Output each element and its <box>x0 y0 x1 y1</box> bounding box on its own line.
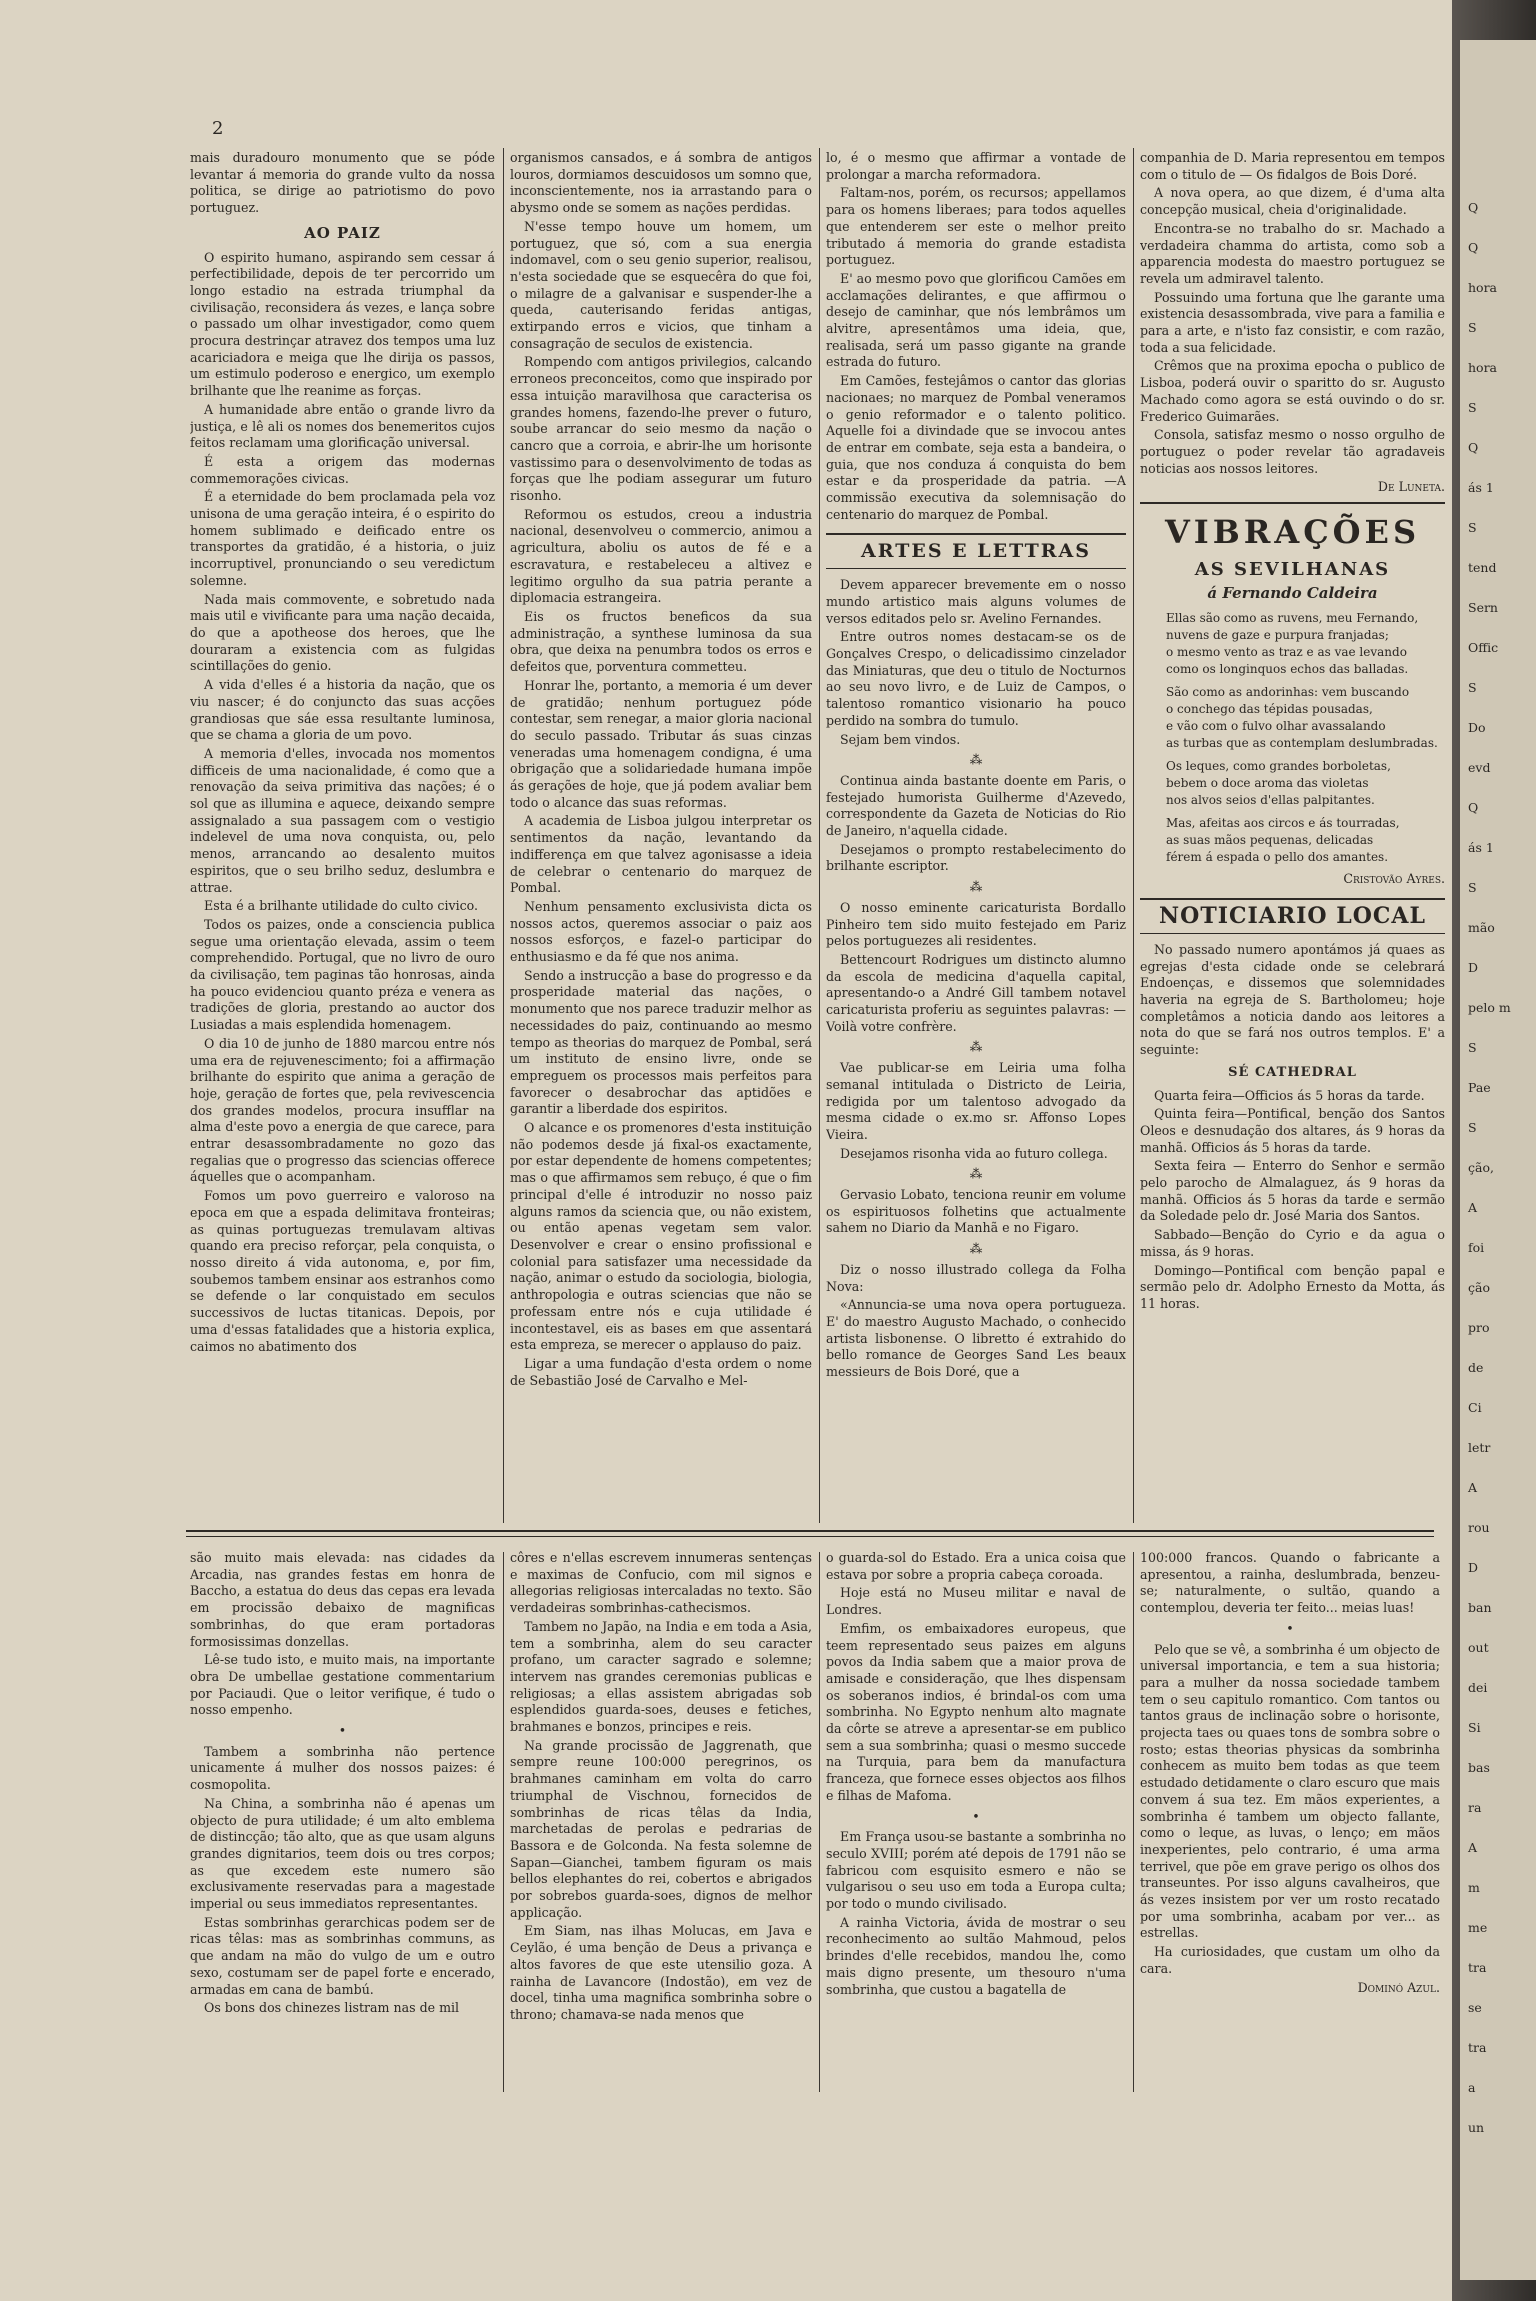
paragraph: Sabbado—Benção do Cyrio e da agua o missa, ás 9 horas. <box>1140 1227 1445 1259</box>
paragraph: É esta a origem das modernas commemorações civicas. <box>190 453 495 486</box>
edge-fragment: A <box>1468 1200 1478 1215</box>
asterism: ⁂ <box>969 1039 983 1055</box>
paragraph: Entre outros nomes destacam-se os de Gonçalves Crespo, o delicadissimo cinzelador das Miniaturas, que deu o titulo de Nocturnos ao seu novo livro, e de Luiz de Campos, o talentoso romantico visionario ha pouco perdido na sombra do tumulo. <box>826 629 1126 728</box>
paragraph: Na China, a sombrinha não é apenas um objecto de pura utilidade; é um alto emblema de distincção; tão alto, que as que usam alguns grandes dignitarios, teem dois ou tres corpos; as que excedem este numero são exclusivamente reservadas para a magestade imperial ou seus immediatos representantes. <box>190 1795 495 1912</box>
paragraph: Na grande procissão de Jaggrenath, que sempre reune 100:000 peregrinos, os brahmanes caminham em volta do carro triumphal de Vischnou, fornecidos de sombrinhas de ricas têlas da India, marchetadas de perolas e pedrarias de Bassora e de Golconda. Na festa solemne de Sapan—Gianchei, tambem figuram os mais bellos elephantes do rei, cobertos e abrigados por sobrebos guarda-soes, dignos de melhor applicação. <box>510 1737 812 1920</box>
paragraph: Esta é a brilhante utilidade do culto civico. <box>204 898 479 914</box>
folhetim-separator <box>186 1530 1434 1532</box>
column-2 <box>510 150 812 1525</box>
paragraph: O alcance e os promenores d'esta instituição não podemos desde já fixal-os exactamente, por estar dependente de homens competentes; mas o que affirmamos sem rebuço, é que o fim principal d'elle é introduzir no nosso paiz alguns ramos da sciencia que, ou não existem, ou então apenas vegetam sem valor. Desenvolver e crear o ensino profissional e colonial para satisfazer uma necessidade da nação, animar o estudo da sociologia, biologia, anthropologia e outras sciencias que não se professam entre nós e cuja utilidade é incontestavel, eis as bases em que assentará esta empreza, se merecer o applauso do paiz. <box>510 1120 812 1353</box>
paragraph: Quinta feira—Pontifical, benção dos Santos Oleos e desnudação dos altares, ás 9 horas da manhã. Officios ás 5 horas da tarde. <box>1140 1106 1445 1155</box>
poem-line: o conchego das tépidas pousadas, <box>1166 702 1373 717</box>
se-cathedral-heading: SÉ CATHEDRAL <box>1228 1064 1357 1080</box>
paragraph: Sejam bem vindos. <box>840 731 961 747</box>
asterism: • <box>1286 1620 1294 1636</box>
paragraph: Eis os fructos beneficos da sua administração, a synthese luminosa da sua obra, que deixa na penumbra todos os erros e defeitos que, porventura commetteu. <box>510 608 812 675</box>
paragraph: Reformou os estudos, creou a industria nacional, desenvolveu o commercio, animou a agricultura, aboliu os autos de fé e a escravatura, e restabeleceu a altivez e legitimo orgulho da sua patria perante a diplomacia estrangeira. <box>510 506 812 606</box>
adjacent-page-edge <box>1460 40 1536 2280</box>
asterism: ⁂ <box>969 1166 983 1182</box>
asterism: • <box>338 1723 347 1739</box>
folhetim-column-2 <box>510 1550 812 2095</box>
poem-line: bebem o doce aroma das violetas <box>1166 776 1369 791</box>
poem-line: Mas, afeitas aos circos e ás tourradas, <box>1166 816 1400 831</box>
paragraph: Em Siam, nas ilhas Molucas, em Java e Ceylão, é uma benção de Deus a privança e altos favores de que este utensilio goza. A rainha de Lavancore (Indostão), em vez de docel, tinha uma magnifica sombrinha sobre o throno; chamava-se nada menos que <box>510 1923 812 2022</box>
poem-line: as turbas que as contemplam deslumbradas. <box>1166 736 1438 751</box>
paragraph: Tambem a sombrinha não pertence unicamente á mulher dos nossos paizes: é cosmopolita. <box>190 1743 495 1793</box>
paragraph: 100:000 francos. Quando o fabricante a apresentou, a rainha, deslumbrada, benzeu-se; naturalmente, o sultão, quando a contemplou, deveria ter feito... meias luas! <box>1140 1550 1440 1616</box>
paragraph: Hoje está no Museu militar e naval de Londres. <box>826 1585 1126 1618</box>
edge-fragment: ás 1 <box>1468 480 1494 495</box>
paragraph: Bettencourt Rodrigues um distincto alumno da escola de medicina d'aquella capital, apresentando-o a André Gill tambem notavel caricaturista proferiu as seguintes palavras: — Voilà votre confrère. <box>826 951 1126 1034</box>
intro-text: mais duradouro monumento que se póde levantar á memoria do grande vulto da nossa politica, se dirige ao patriotismo do povo portuguez. <box>190 150 495 216</box>
paragraph: Devem apparecer brevemente em o nosso mundo artistico mais alguns volumes de versos editados pelo sr. Avelino Fernandes. <box>826 577 1126 626</box>
edge-fragment: pro <box>1468 1320 1490 1335</box>
edge-fragment: A <box>1468 1840 1478 1855</box>
edge-fragment: ra <box>1468 1800 1482 1815</box>
edge-fragment: Offic <box>1468 640 1499 655</box>
edge-fragment: m <box>1468 1880 1480 1895</box>
edge-fragment: ban <box>1468 1600 1492 1615</box>
paragraph: Continua ainda bastante doente em Paris, o festejado humorista Guilherme d'Azevedo, correspondente da Gazeta de Noticias do Rio de Janeiro, n'aquella cidade. <box>826 772 1126 839</box>
signature: De Luneta. <box>1377 479 1445 495</box>
section-title-artes: ARTES E LETTRAS <box>861 540 1091 563</box>
edge-fragment: de <box>1468 1360 1484 1375</box>
edge-fragment: se <box>1468 2000 1482 2015</box>
paragraph: A vida d'elles é a historia da nação, que os viu nascer; é do conjuncto das suas acções grandiosas que sáe essa resultante luminosa, que se chama a gloria de um povo. <box>190 677 495 743</box>
edge-fragment: a <box>1468 2080 1476 2095</box>
asterism: ⁂ <box>969 1241 983 1257</box>
signature: Cristovão Ayres. <box>1343 871 1445 887</box>
paragraph: Possuindo uma fortuna que lhe garante uma existencia desassombrada, vive para a familia e para a arte, e n'isto faz consistir, e com razão, toda a sua felicidade. <box>1140 289 1445 355</box>
column-rule <box>503 148 504 1523</box>
edge-fragment: S <box>1468 400 1477 415</box>
paragraph: O dia 10 de junho de 1880 marcou entre nós uma era de rejuvenescimento; foi a affirmação brilhante do espirito que anima a geração de hoje, geração de fortes que, pela revivescencia dos grandes modelos, procura insufflar na alma d'este povo a energia de que carece, para entrar desassombradamente no gozo das regalias que o progresso das sciencias offerece áquelles que o acompanham. <box>190 1035 495 1185</box>
edge-fragment: hora <box>1468 360 1498 375</box>
edge-fragment: pelo m <box>1468 1000 1511 1015</box>
vibracoes-title: VIBRAÇÕES <box>1164 513 1421 552</box>
paragraph: Sendo a instrucção a base do progresso e da prosperidade material das nações, o monumento que nos parece traduzir melhor as necessidades do paiz, continuando ao mesmo tempo as theorias do marquez de Pombal, será um instituto de ensino livre, onde se empreguem os processos mais perfeitos para favorecer o desabrochar das aptidões e garantir a liberdade dos espiritos. <box>510 967 812 1117</box>
edge-fragment: D <box>1468 960 1479 975</box>
edge-fragment: evd <box>1468 760 1491 775</box>
edge-fragment: ás 1 <box>1468 840 1494 855</box>
column-rule <box>503 1552 504 2092</box>
edge-fragment: S <box>1468 1040 1477 1055</box>
column-1 <box>190 150 495 1525</box>
edge-fragment: foi <box>1468 1240 1485 1255</box>
poem-line: férem á espada o pello dos amantes. <box>1166 850 1389 865</box>
paragraph: A rainha Victoria, ávida de mostrar o seu reconhecimento ao sultão Mahmoud, pelos brindes d'elle recebidos, mandou lhe, como mais digno presente, um thesouro n'uma sombrinha, que custou a bagatella de <box>826 1914 1126 1997</box>
paragraph: Crêmos que na proxima epocha o publico de Lisboa, poderá ouvir o sparitto do sr. Augusto Machado como agora se está ouvindo o do sr. Frederico Guimarães. <box>1140 358 1445 424</box>
paragraph: côres e n'ellas escrevem innumeras sentenças e maximas de Confucio, com mil signos e allegorias religiosas intercaladas no texto. São verdadeiras sombrinhas-cathecismos. <box>510 1550 812 1616</box>
paragraph: Ligar a uma fundação d'esta ordem o nome de Sebastião José de Carvalho e Mel- <box>510 1355 812 1388</box>
edge-fragment: tra <box>1468 2040 1487 2055</box>
column-rule <box>819 1552 820 2092</box>
edge-fragment: Do <box>1468 720 1486 735</box>
edge-fragment: Q <box>1468 440 1479 455</box>
edge-fragment: Q <box>1468 240 1479 255</box>
edge-fragment: rou <box>1468 1520 1490 1535</box>
paragraph: O nosso eminente caricaturista Bordallo Pinheiro tem sido muito festejado em Pariz pelos portuguezes ali residentes. <box>826 899 1126 949</box>
paragraph: lo, é o mesmo que affirmar a vontade de prolongar a marcha reformadora. <box>826 150 1126 182</box>
paragraph: Nenhum pensamento exclusivista dicta os nossos actos, queremos associar o paiz aos nossos esforços, e fazel-o participar do enthusiasmo e da fé que nos anima. <box>510 898 812 965</box>
edge-fragment: S <box>1468 1120 1477 1135</box>
column-rule <box>819 148 820 1523</box>
paragraph: No passado numero apontámos já quaes as egrejas d'esta cidade onde se celebrará Endoenças, e dissemos que solemnidades haveria na egreja de S. Bartholomeu; hoje completâmos a noticia dando aos leitores a nota do que se fará nos outros templos. E' a seguinte: <box>1140 941 1445 1058</box>
edge-fragment: A <box>1468 1480 1478 1495</box>
paragraph: Estas sombrinhas gerarchicas podem ser de ricas têlas: mas as sombrinhas communs, as que andam na mão do vulgo de um e outro sexo, costumam ser de papel forte e encerado, armadas em cana de bambú. <box>190 1914 495 1997</box>
paragraph: Vae publicar-se em Leiria uma folha semanal intitulada o Districto de Leiria, redigida por um talentoso advogado da mesma cidade o ex.mo sr. Affonso Lopes Vieira. <box>826 1060 1126 1142</box>
edge-fragment: S <box>1468 520 1477 535</box>
edge-fragment: hora <box>1468 280 1498 295</box>
paragraph: Desejamos o prompto restabelecimento do brilhante escriptor. <box>826 841 1126 874</box>
edge-fragment: tend <box>1468 560 1497 575</box>
column-rule <box>1133 148 1134 1523</box>
poem-line: as suas mãos pequenas, delicadas <box>1166 833 1374 848</box>
paragraph: Desejamos risonha vida ao futuro collega. <box>840 1145 1108 1161</box>
edge-fragment: Pae <box>1468 1080 1491 1095</box>
asterism: • <box>972 1808 980 1824</box>
column-rule <box>1133 1552 1134 2092</box>
paragraph: O espirito humano, aspirando sem cessar á perfectibilidade, depois de ter percorrido um longo estadio na estrada triumphal da civilisação, reconsidera ás vezes, e lança sobre o passado um olhar investigador, como quem procura destrinçar atravez dos tempos uma luz acariciadora e meiga que lhe dirija os passos, um estimulo poderoso e energico, um exemplo brilhante que lhe reanime as forças. <box>190 249 495 399</box>
edge-fragment: bas <box>1468 1760 1490 1775</box>
asterism: ⁂ <box>969 752 983 768</box>
asterism: ⁂ <box>969 879 983 895</box>
paragraph: Encontra-se no trabalho do sr. Machado a verdadeira chamma do artista, como sob a apparencia modesta do maestro portuguez se revela um admiravel talento. <box>1140 220 1445 286</box>
folhetim-separator <box>186 1536 1434 1537</box>
folhetim-column-4 <box>1140 1550 1440 2095</box>
paragraph: Os bons dos chinezes listram nas de mil <box>204 2000 460 2016</box>
folhetim-column-3 <box>826 1550 1126 2095</box>
paragraph: Nada mais commovente, e sobretudo nada mais util e vivificante para uma nação decaida, do que a apotheose dos heroes, que lhe douraram a existencia com as fulgidas scintillações do genio. <box>190 591 495 674</box>
paragraph: Em Camões, festejâmos o cantor das glorias nacionaes; no marquez de Pombal veneramos o genio reformador e o talento politico. Aquelle foi a divindade que se invocou antes de entrar em combate, seja esta a bandeira, o guia, que nos conduza á conquista do bem estar e da prosperidade da patria. —A commissão executiva da solemnisação do centenario do marquez de Pombal. <box>826 373 1126 522</box>
article-title: AO PAIZ <box>304 223 381 242</box>
paragraph: o guarda-sol do Estado. Era a unica coisa que estava por sobre a propria cabeça coroada. <box>826 1550 1126 1582</box>
paragraph: Rompendo com antigos privilegios, calcando erroneos preconceitos, como que inspirado por essa intuição maravilhosa que caracterisa os grandes homens, fazendo-lhe prever o futuro, soube arrancar do seio mesmo da nação o cancro que a corroia, e abrir-lhe um horisonte vastissimo para o desenvolvimento de todas as forças que lhe podiam assegurar um futuro risonho. <box>510 354 812 504</box>
poem-line: São como as andorinhas: vem buscando <box>1166 685 1410 700</box>
paragraph: Domingo—Pontifical com benção papal e sermão pelo dr. Adolpho Ernesto da Motta, ás 11 horas. <box>1140 1262 1445 1311</box>
edge-fragment: ção, <box>1468 1160 1494 1175</box>
edge-fragment: ção <box>1468 1280 1490 1295</box>
paragraph: companhia de D. Maria representou em tempos com o titulo de — Os fidalgos de Bois Doré. <box>1140 150 1445 182</box>
poem-line: Ellas são como as ruvens, meu Fernando, <box>1166 611 1419 626</box>
edge-fragment: mão <box>1468 920 1495 935</box>
paragraph: E' ao mesmo povo que glorificou Camões em acclamações delirantes, e que affirmou o desejo de caminhar, que nós lembrâmos um alvitre, apresentâmos uma ideia, que, realisada, será um passo gigante na grande estrada do futuro. <box>826 270 1126 370</box>
column-4 <box>1140 150 1445 1525</box>
paragraph: Tambem no Japão, na India e em toda a Asia, tem a sombrinha, alem do seu caracter profano, um caracter sagrado e solemne; intervem nas grandes ceremonias publicas e religiosas; a ellas assistem abrigadas sob esplendidos guarda-soes, deuses e fetiches, brahmanes e bonzos, principes e reis. <box>510 1618 812 1735</box>
signature: Dominó Azul. <box>1357 1979 1440 1995</box>
poem-line: e vão com o fulvo olhar avassalando <box>1166 719 1386 734</box>
edge-fragment: S <box>1468 880 1477 895</box>
paragraph: A academia de Lisboa julgou interpretar os sentimentos da nação, levantando da indifferença em que talvez agonisasse a ideia de celebrar o centenario do marquez de Pombal. <box>510 813 812 896</box>
folhetim-column-1 <box>190 1550 495 2095</box>
poem-dedication: á Fernando Caldeira <box>1207 583 1378 602</box>
edge-fragment: Q <box>1468 800 1479 815</box>
edge-fragment: out <box>1468 1640 1489 1655</box>
edge-fragment: D <box>1468 1560 1479 1575</box>
paragraph: N'esse tempo houve um homem, um portuguez, que só, com a sua energia indomavel, com o seu genio superior, realisou, n'esta sociedade que se esquecêra do que foi, o milagre de a galvanisar e suspender-lhe a queda, cauterisando feridas antigas, extirpando erros e vicios, que tinham a consagração de seculos de existencia. <box>510 218 812 351</box>
paragraph: Em França usou-se bastante a sombrinha no seculo XVIII; porém até depois de 1791 não se fabricou com esquisito esmero e não se vulgarisou o seu uso em toda a Europa culta; por todo o mundo civilisado. <box>826 1829 1126 1912</box>
edge-fragment: S <box>1468 680 1477 695</box>
paragraph: Diz o nosso illustrado collega da Folha Nova: <box>826 1261 1126 1294</box>
paragraph: Ha curiosidades, que custam um olho da cara. <box>1140 1944 1440 1976</box>
paragraph: «Annuncia-se uma nova opera portugueza. E' do maestro Augusto Machado, o conhecido artista lisbonense. O libretto é extrahido do bello romance de Georges Sand Les beaux messieurs de Bois Doré, que a <box>826 1297 1126 1380</box>
poem-line: Os leques, como grandes borboletas, <box>1166 759 1391 774</box>
edge-fragment: me <box>1468 1920 1488 1935</box>
paragraph: são muito mais elevada: nas cidades da Arcadia, nas grandes festas em honra de Baccho, a estatua do deus das cepas era levada em procissão debaixo de magnificas sombrinhas, do que eram portadoras formosissimas donzellas. <box>190 1550 495 1649</box>
edge-fragment: tra <box>1468 1960 1487 1975</box>
poem-line: nuvens de gaze e purpura franjadas; <box>1166 628 1389 643</box>
poem-line: nos alvos seios d'ellas palpitantes. <box>1166 793 1375 808</box>
paragraph: Fomos um povo guerreiro e valoroso na epoca em que a espada delimitava fronteiras; as quinas portuguezas tremulavam altivas quando era preciso reforçar, pela conquista, o nosso direito á vida autonoma, e, por fim, soubemos tambem ensinar aos estranhos como se defende o lar conquistado em seculos successivos de luctas titanicas. Depois, por uma d'essas fatalidades que a historia explica, caimos no abatimento dos <box>190 1188 495 1354</box>
paragraph: Consola, satisfaz mesmo o nosso orgulho de portuguez o poder revelar tão agradaveis noticias aos nossos leitores. <box>1140 427 1445 476</box>
paragraph: Emfim, os embaixadores europeus, que teem representado seus paizes em alguns povos da India sabem que a maior prova de amisade e consideração, que lhes dispensam os soberanos indios, é brindal-os com uma sombrinha. No Egypto nenhum alto magnate da côrte se atreve a apresentar-se em publico sem a sua sombrinha; quasi o mesmo succede na Turquia, para bem da manufactura franceza, que fornece esses objectos aos filhos e filhas de Mafoma. <box>826 1620 1126 1803</box>
poem-title: AS SEVILHANAS <box>1194 559 1391 581</box>
paragraph: Quarta feira—Officios ás 5 horas da tarde. <box>1154 1087 1425 1103</box>
poem-line: o mesmo vento as traz e as vae levando <box>1166 645 1407 660</box>
paragraph: Gervasio Lobato, tenciona reunir em volume os espirituosos folhetins que actualmente sahem no Diario da Manhã e no Figaro. <box>826 1187 1126 1236</box>
edge-fragment: Ci <box>1468 1400 1482 1415</box>
paragraph: A memoria d'elles, invocada nos momentos difficeis de uma nacionalidade, é como que a renovação da seiva primitiva das nações; é o sol que as illumina e aquece, deixando sempre assignalado a sua passagem com o vestigio indelevel de uma nova conquista, ou, pelo menos, arrancando ao desalento muitos espiritos, que o seu brilho seduz, deslumbra e attrae. <box>190 745 495 895</box>
noticiario-title: NOTICIARIO LOCAL <box>1159 903 1426 930</box>
paragraph: Pelo que se vê, a sombrinha é um objecto de universal importancia, e tem a sua historia; para a mulher da nossa sociedade tambem tem o seu capitulo romantico. Com tantos ou tantos graus de inclinação sobre o horisonte, projecta taes ou quaes tons de sombra sobre o rosto; estas theorias physicas da sombrinha conhecem as muito bem todas as que teem estudado detidamente o claro escuro que mais convem á sua tez. Em mãos experientes, a sombrinha é tambem um objecto fallante, como o leque, as luvas, o lenço; em mãos inexperientes, pelo contrario, é uma arma terrivel, que põe em grave perigo os olhos dos transeuntes. Por isso alguns cavalheiros, que ás vezes insistem por ver um rosto recatado por uma sombrinha, acabam por ver... as estrellas. <box>1140 1641 1440 1941</box>
paragraph: Lê-se tudo isto, e muito mais, na importante obra De umbellae gestatione commentarium por Paciaudi. Que o leitor verifique, é tudo o nosso empenho. <box>190 1652 495 1718</box>
paragraph: A nova opera, ao que dizem, é d'uma alta concepção musical, cheia d'originalidade. <box>1140 185 1445 218</box>
paragraph: organismos cansados, e á sombra de antigos louros, dormiamos descuidosos um somno que, inconscientemente, nos ia arrastando para o abysmo onde se somem as nações perdidas. <box>510 150 812 216</box>
page-number: 2 <box>212 118 224 139</box>
paragraph: Honrar lhe, portanto, a memoria é um dever de gratidão; nenhum portuguez póde contestar, sem renegar, a maior gloria nacional do seculo passado. Tributar ás suas cinzas veneradas uma homenagem condigna, é uma obrigação que a solidariedade humana impõe ás gerações de hoje, que já podem avaliar bem todo o alcance das suas reformas. <box>510 677 812 810</box>
paragraph: Faltam-nos, porém, os recursos; appellamos para os homens liberaes; para todos aquelles que entenderem ser este o melhor preito tributado á memoria do grande estadista portuguez. <box>826 185 1126 268</box>
paragraph: Sexta feira — Enterro do Senhor e sermão pelo parocho de Almalaguez, ás 9 horas da manhã. Officios ás 5 horas da tarde e sermão da Soledade pelo dr. José Maria dos Santos. <box>1140 1158 1445 1224</box>
edge-fragment: S <box>1468 320 1477 335</box>
edge-fragment: Q <box>1468 200 1479 215</box>
column-3 <box>826 150 1126 1525</box>
poem-line: como os longinquos echos das balladas. <box>1166 662 1409 677</box>
edge-fragment: Sern <box>1468 600 1498 615</box>
edge-fragment: dei <box>1468 1680 1488 1695</box>
paragraph: Todos os paizes, onde a consciencia publica segue uma orientação elevada, assim o teem comprehendido. Portugal, que no livro de ouro da civilisação, tem paginas tão honrosas, ainda ha pouco evidenciou quanto préza e venera as tradições de gloria, prestando ao auctor dos Lusiadas a mais esplendida homenagem. <box>190 916 495 1033</box>
paragraph: A humanidade abre então o grande livro da justiça, e lê ali os nomes dos benemeritos cujos feitos reclamam uma glorificação universal. <box>190 401 495 451</box>
edge-fragment: un <box>1468 2120 1485 2135</box>
edge-fragment: Si <box>1468 1720 1481 1735</box>
paragraph: É a eternidade do bem proclamada pela voz unisona de uma geração inteira, é o espirito do homem sublimado e deificado entre os transportes da gratidão, é a historia, o juiz incorruptivel, pronunciando o seu veredictum solemne. <box>190 489 495 588</box>
edge-fragment: letr <box>1468 1440 1491 1455</box>
